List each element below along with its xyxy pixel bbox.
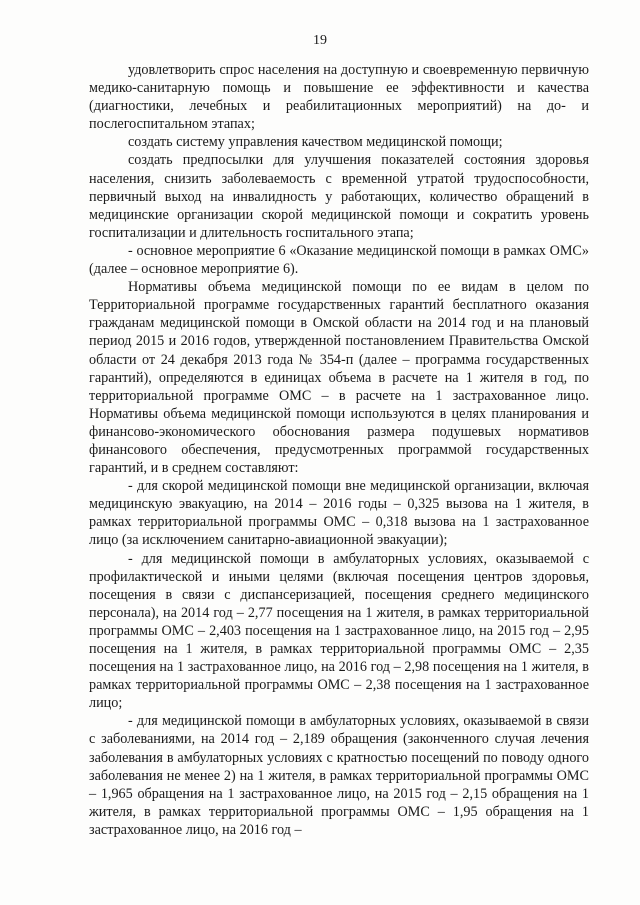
page-number: 19 (313, 33, 327, 48)
paragraph: создать предпосылки для улучшения показателей состояния здоровья населения, снизить заболеваемость с временной утратой трудоспособности, первичный выход на инвалидность у работающих, количество обращений в медицинские организации скорой медицинской помощи и сократить уровень госпитализации и длительность госпитального этапа; (89, 152, 589, 241)
paragraph: Нормативы объема медицинской помощи по ее видам в целом по Территориальной программе государственных гарантий бесплатного оказания гражданам медицинской помощи в Омской области на 2014 год и на плановый период 2015 и 2016 годов, утвержденной постановлением Правительства Омской области от 24 декабря 2013 года № 354-п (далее – программа государственных гарантий), определяются в единицах объема в расчете на 1 жителя в год, по территориальной программе ОМС – в расчете на 1 застрахованное лицо. Нормативы объема медицинской помощи используются в целях планирования и финансово-экономического обоснования размера подушевых нормативов финансового обеспечения, предусмотренных программой государственных гарантий, и в среднем составляют: (89, 279, 589, 477)
paragraph: - основное мероприятие 6 «Оказание медицинской помощи в рамках ОМС» (далее – основное мероприятие 6). (89, 242, 589, 278)
paragraph: удовлетворить спрос населения на доступную и своевременную первичную медико-санитарную помощь и повышение ее эффективности и качества (диагностики, лечебных и реабилитационных мероприятий) на до- и послегоспитальном этапах; (89, 62, 589, 133)
paragraph: - для медицинской помощи в амбулаторных условиях, оказываемой в связи с заболеваниями, на 2014 год – 2,189 обращения (законченного случая лечения заболевания в амбулаторных условиях с кратностью посещений по поводу одного заболевания не менее 2) на 1 жителя, в рамках территориальной программы ОМС – 1,965 обращения на 1 застрахованное лицо, на 2015 год – 2,15 обращения на 1 жителя, в рамках территориальной программы ОМС – 1,95 обращения на 1 застрахованное лицо, на 2016 год – (89, 713, 589, 838)
paragraph: создать систему управления качеством медицинской помощи; (128, 134, 503, 151)
body-text (89, 61, 589, 839)
paragraph: - для медицинской помощи в амбулаторных условиях, оказываемой с профилактической и иными целями (включая посещения центров здоровья, посещения в связи с диспансеризацией, посещения среднего медицинского персонала), на 2014 год – 2,77 посещения на 1 жителя, в рамках территориальной программы ОМС – 2,403 посещения на 1 застрахованное лицо, на 2015 год – 2,95 посещения на 1 жителя, в рамках территориальной программы ОМС – 2,35 посещения на 1 застрахованное лицо, на 2016 год – 2,98 посещения на 1 жителя, в рамках территориальной программы ОМС – 2,38 посещения на 1 застрахованное лицо; (89, 550, 589, 712)
paragraph: - для скорой медицинской помощи вне медицинской организации, включая медицинскую эвакуацию, на 2014 – 2016 годы – 0,325 вызова на 1 жителя, в рамках территориальной программы ОМС – 0,318 вызова на 1 застрахованное лицо (за исключением санитарно-авиационной эвакуации); (89, 478, 589, 549)
